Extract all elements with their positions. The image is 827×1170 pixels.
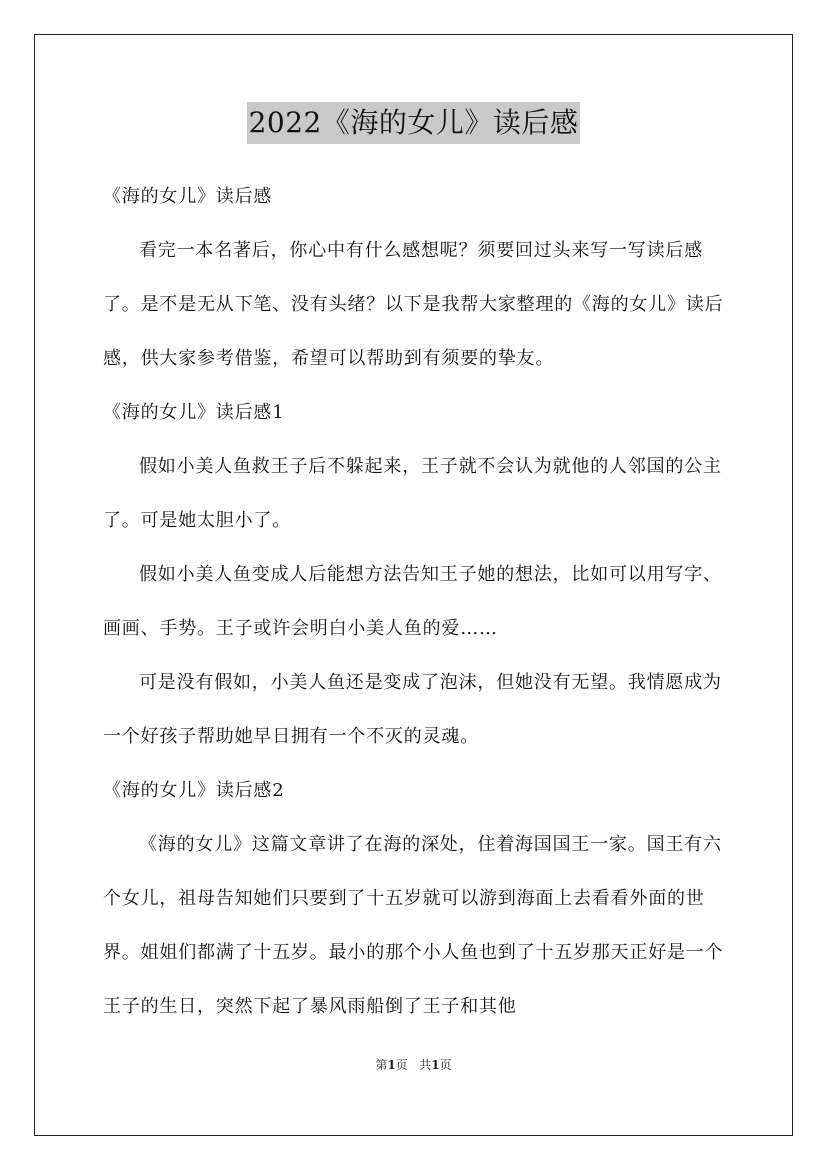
section-heading: 《海的女儿》读后感2 [103, 780, 285, 801]
page-number: 1 [387, 1058, 396, 1072]
paragraph: 可是没有假如，小美人鱼还是变成了泡沫，但她没有无望。我情愿成为一个好孩子帮助她早日拥有一个不灭的灵魂。 [103, 672, 722, 747]
total-label-prefix: 共 [419, 1058, 432, 1072]
title-block [0, 102, 827, 144]
paragraph: 假如小美人鱼变成人后能想方法告知王子她的想法，比如可以用写字、画画、手势。王子或许会明白小美人鱼的爱…… [103, 564, 722, 639]
total-label-suffix: 页 [439, 1058, 452, 1072]
paragraph: 假如小美人鱼救王子后不躲起来，王子就不会认为就他的人邻国的公主了。可是她太胆小了。 [103, 456, 722, 531]
page-footer [0, 1056, 827, 1073]
document-title: 2022《海的女儿》读后感 [247, 102, 581, 144]
section-heading: 《海的女儿》读后感 [103, 186, 273, 207]
section-heading: 《海的女儿》读后感1 [103, 402, 285, 423]
document-body [103, 170, 727, 1034]
page-label-suffix: 页 [395, 1058, 408, 1072]
paragraph: 看完一本名著后，你心中有什么感想呢？须要回过头来写一写读后感了。是不是无从下笔、没有头绪？以下是我帮大家整理的《海的女儿》读后感，供大家参考借鉴，希望可以帮助到有须要的挚友。 [103, 240, 724, 369]
total-pages: 1 [431, 1058, 440, 1072]
page-label-prefix: 第 [375, 1058, 388, 1072]
paragraph: 《海的女儿》这篇文章讲了在海的深处，住着海国国王一家。国王有六个女儿，祖母告知她们只要到了十五岁就可以游到海面上去看看外面的世界。姐姐们都满了十五岁。最小的那个小人鱼也到了十五岁那天正好是一个王子的生日，突然下起了暴风雨船倒了王子和其他 [103, 834, 724, 1017]
